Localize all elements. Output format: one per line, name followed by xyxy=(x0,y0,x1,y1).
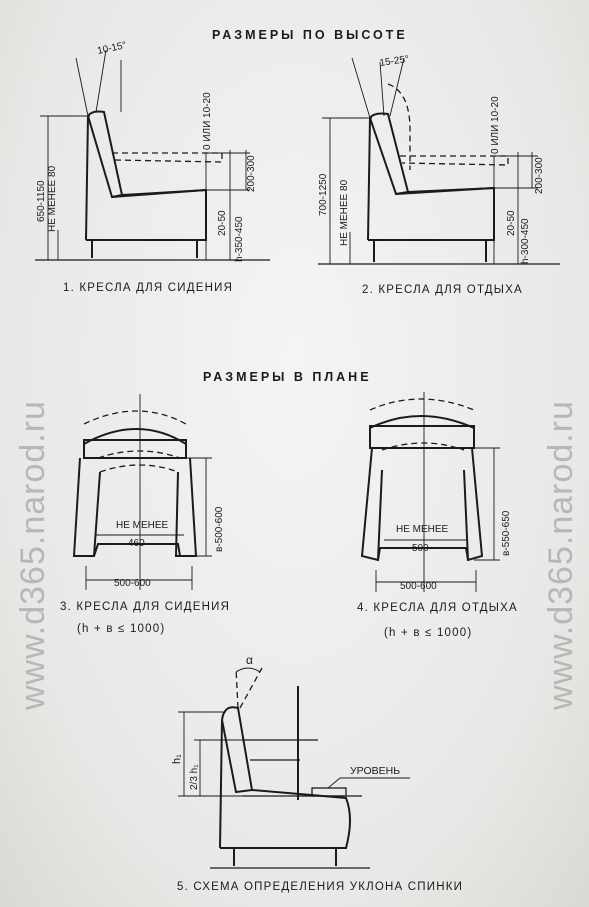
fig4-min-value: 500 xyxy=(412,543,429,554)
fig2-gap: 0 ИЛИ 10-20 xyxy=(490,96,501,154)
fig5-caption: 5. СХЕМА ОПРЕДЕЛЕНИЯ УКЛОНА СПИНКИ xyxy=(177,881,464,893)
fig5-h1-fraction: 2/3 h₁ xyxy=(189,764,200,790)
watermark-left: www.d365.narod.ru xyxy=(14,400,52,710)
fig5-level-label: УРОВЕНЬ xyxy=(350,765,401,777)
fig3-depth: в-500-600 xyxy=(214,506,225,552)
fig2-seat-height: h-300-450 xyxy=(520,218,531,264)
fig5-angle-symbol: α xyxy=(246,653,253,667)
plan-section-title: РАЗМЕРЫ В ПЛАНЕ xyxy=(203,370,372,384)
fig2-angle-label: 15-25° xyxy=(378,53,410,69)
fig2-arm-height: 200-300 xyxy=(534,157,545,194)
fig4-min-label: НЕ МЕНЕЕ xyxy=(396,524,449,535)
fig3-formula: (h + в ≤ 1000) xyxy=(77,623,166,635)
fig5-h1: h₁ xyxy=(171,754,183,764)
fig1-seat-depth-gap: 20-50 xyxy=(217,210,228,236)
watermark-right: www.d365.narod.ru xyxy=(542,400,580,710)
fig2-seat-depth-gap: 20-50 xyxy=(506,210,517,236)
fig1-arm-height: 200-300 xyxy=(246,155,257,192)
fig1-angle-label: 10-15° xyxy=(96,40,128,57)
fig1-height-total: 650-1150 xyxy=(36,180,47,222)
fig1-gap: 0 ИЛИ 10-20 xyxy=(202,92,213,150)
fig2-min-label: НЕ МЕНЕЕ 80 xyxy=(339,179,350,246)
fig4-formula: (h + в ≤ 1000) xyxy=(384,627,473,639)
fig4-chair-plan xyxy=(362,392,500,592)
fig3-min-label: НЕ МЕНЕЕ xyxy=(116,520,169,531)
fig2-caption: 2. КРЕСЛА ДЛЯ ОТДЫХА xyxy=(362,284,523,296)
fig4-width: 500-600 xyxy=(400,581,437,592)
fig3-caption: 3. КРЕСЛА ДЛЯ СИДЕНИЯ xyxy=(60,601,231,613)
fig3-width: 500-600 xyxy=(114,578,151,589)
fig1-caption: 1. КРЕСЛА ДЛЯ СИДЕНИЯ xyxy=(63,282,234,294)
fig3-chair-plan xyxy=(74,394,212,590)
height-section-title: РАЗМЕРЫ ПО ВЫСОТЕ xyxy=(212,28,408,42)
fig4-caption: 4. КРЕСЛА ДЛЯ ОТДЫХА xyxy=(357,602,518,614)
fig3-min-value: 460 xyxy=(128,538,145,549)
fig1-seat-height: h-350-450 xyxy=(234,216,245,262)
fig2-height-total: 700-1250 xyxy=(318,173,329,216)
fig1-min-label: НЕ МЕНЕЕ 80 xyxy=(47,165,58,232)
fig4-depth: в-550-650 xyxy=(501,510,512,556)
